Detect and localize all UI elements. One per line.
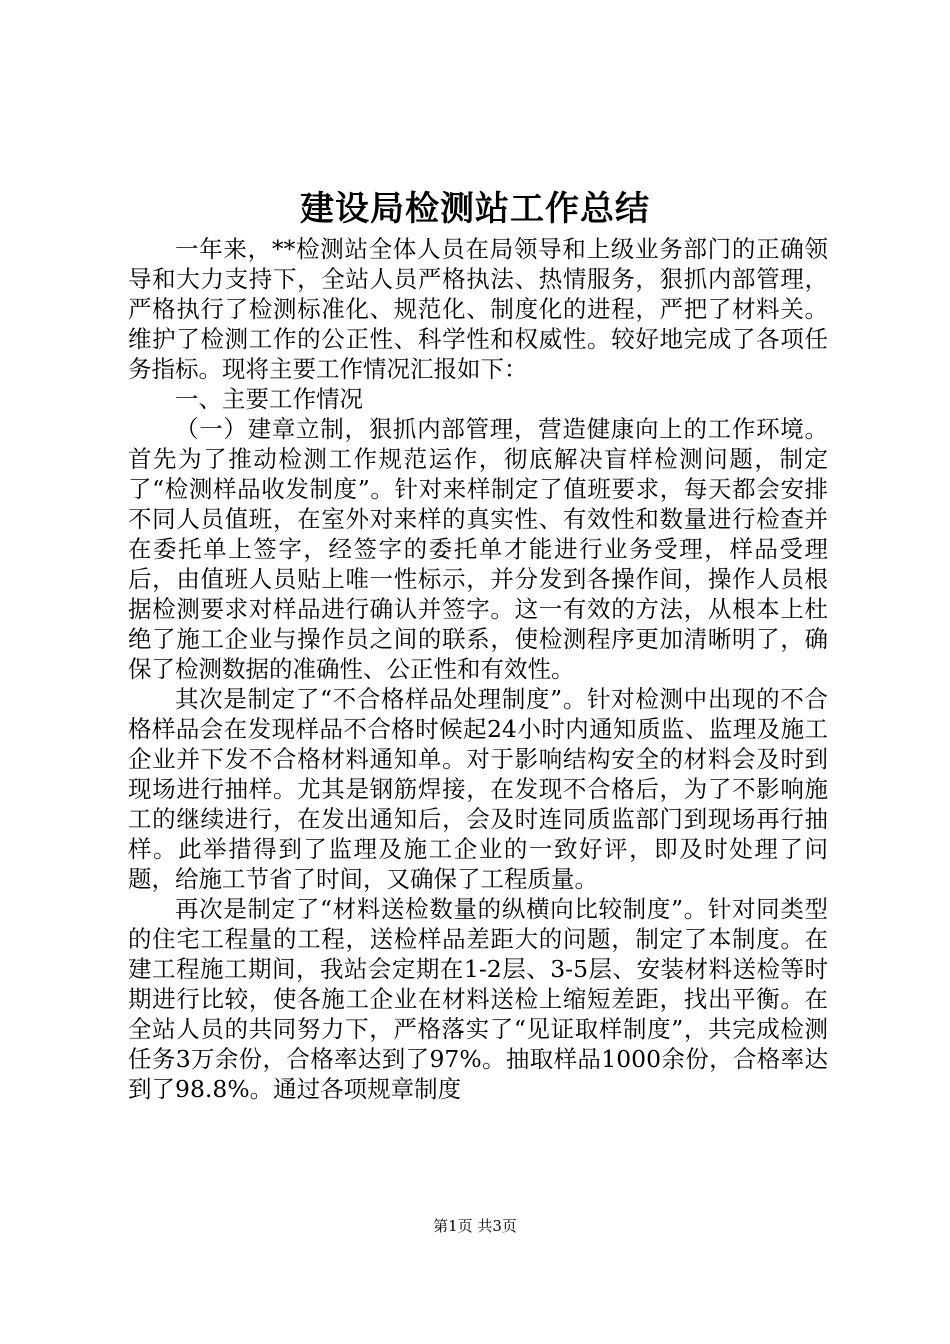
section-heading: 一、主要工作情况 — [175, 385, 363, 413]
paragraph-unqualified-samples: 其次是制定了“不合格样品处理制度”。针对检测中出现的不合格样品会在发现样品不合格时候起24小时内通知质监、监理及施工企业并下发不合格材料通知单。对于影响结构安全的材料会及时到现场进行抽样。尤其是钢筋焊接，在发现不合格后，为了不影响施工的继续进行，在发出通知后，会及时连同质监部门到现场再行抽样。此举措得到了监理及施工企业的一致好评，即及时处理了问题，给施工节省了时间，又确保了工程质量。 — [128, 685, 828, 893]
paragraph-comparison-system: 再次是制定了“材料送检数量的纵横向比较制度”。针对同类型的住宅工程量的工程，送检样品差距大的问题，制定了本制度。在建工程施工期间，我站会定期在1-2层、3-5层、安装材料送检等时期进行比较，使各施工企业在材料送检上缩短差距，找出平衡。在全站人员的共同努力下，严格落实了“见证取样制度”，共完成检测任务3万余份，合格率达到了97%。抽取样品1000余份，合格率达到了98.8%。通过各项规章制度 — [128, 895, 828, 1103]
document-body — [128, 234, 828, 1104]
document-title: 建设局检测站工作总结 — [300, 189, 650, 229]
paragraph-rules-intro: （一）建章立制，狠抓内部管理，营造健康向上的工作环境。首先为了推动检测工作规范运作，彻底解决盲样检测问题，制定了“检测样品收发制度”。针对来样制定了值班要求，每天都会安排不同人员值班，在室外对来样的真实性、有效性和数量进行检查并在委托单上签字，经签字的委托单才能进行业务受理，样品受理后，由值班人员贴上唯一性标示，并分发到各操作间，操作人员根据检测要求对样品进行确认并签字。这一有效的方法，从根本上杜绝了施工企业与操作员之间的联系，使检测程序更加清晰明了，确保了检测数据的准确性、公正性和有效性。 — [128, 415, 828, 683]
paragraph-intro: 一年来，**检测站全体人员在局领导和上级业务部门的正确领导和大力支持下，全站人员严格执法、热情服务，狠抓内部管理，严格执行了检测标准化、规范化、制度化的进程，严把了材料关。维护了检测工作的公正性、科学性和权威性。较好地完成了各项任务指标。现将主要工作情况汇报如下： — [128, 235, 828, 383]
page-footer: 第1页 共3页 — [433, 1217, 517, 1235]
